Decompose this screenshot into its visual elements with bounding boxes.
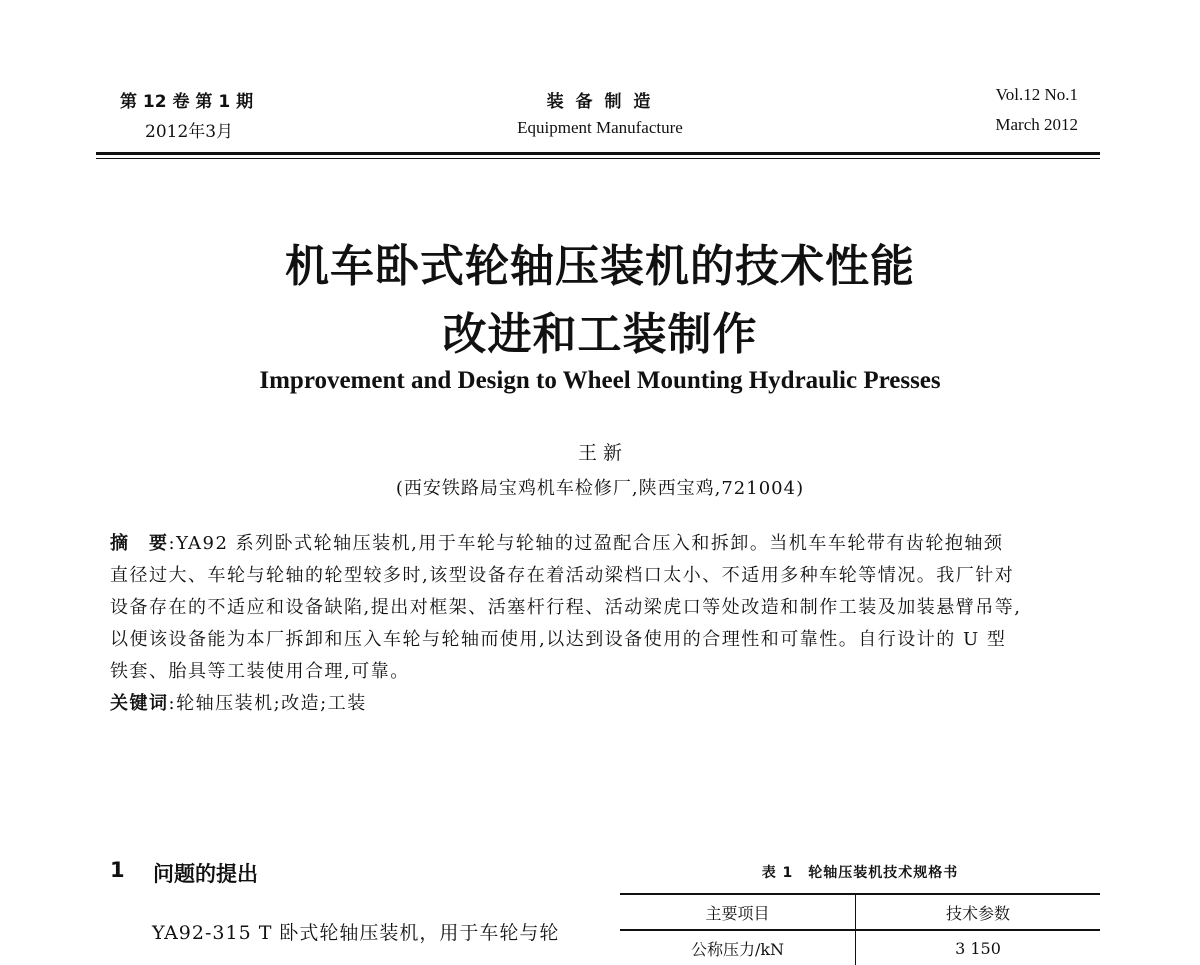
header-rule-thin — [96, 158, 1100, 159]
table-header-cell: 主要项目 — [705, 903, 770, 923]
journal-date-en: March 2012 — [995, 115, 1078, 134]
title-en: Improvement and Design to Wheel Mounting Hydraulic Presses — [259, 367, 941, 394]
abstract-line: 直径过大、车轮与轮轴的轮型较多时,该型设备存在着活动梁档口太小、不适用多种车轮等情况。我厂针对 — [110, 565, 1015, 586]
abstract — [110, 528, 1100, 720]
abstract-line: :YA92 系列卧式轮轴压装机,用于车轮与轮轴的过盈配合压入和拆卸。当机车车轮带有齿轮抱轴颈 — [168, 533, 1004, 554]
title-zh-line1: 机车卧式轮轴压装机的技术性能 — [285, 241, 915, 292]
section-number: 1 — [110, 858, 125, 882]
table-row — [620, 930, 1100, 965]
abstract-line: 以便该设备能为本厂拆卸和压入车轮与轮轴而使用,以达到设备使用的合理性和可靠性。自行设计的 U 型 — [110, 629, 1007, 650]
header-rule-thick — [96, 152, 1100, 155]
journal-name-zh: 装 备 制 造 — [546, 92, 654, 112]
table-header-cell: 技术参数 — [856, 895, 1101, 930]
keywords-label: 关键词 — [110, 693, 169, 714]
section-title: 问题的提出 — [153, 862, 258, 886]
journal-volume: 第 12 卷 第 1 期 — [120, 92, 254, 112]
author-affiliation: (西安铁路局宝鸡机车检修厂,陕西宝鸡,721004) — [395, 478, 805, 499]
author-name: 王 新 — [577, 442, 623, 464]
keywords-text: :轮轴压装机;改造;工装 — [168, 693, 367, 714]
abstract-label: 摘 要 — [110, 533, 169, 554]
spec-table — [620, 895, 1100, 965]
title-zh-line2: 改进和工装制作 — [442, 309, 758, 360]
table-cell: 3 150 — [856, 930, 1101, 965]
abstract-line: 铁套、胎具等工装使用合理,可靠。 — [110, 661, 410, 682]
section-paragraph: YA92-315 T 卧式轮轴压装机，用于车轮与轮 — [152, 922, 560, 944]
table-cell: 公称压力/kN — [690, 939, 785, 959]
table-header-row — [620, 895, 1100, 930]
journal-name-en: Equipment Manufacture — [517, 118, 683, 137]
table-caption: 表 1 轮轴压装机技术规格书 — [761, 865, 959, 881]
abstract-line: 设备存在的不适应和设备缺陷,提出对框架、活塞杆行程、活动梁虎口等处改造和制作工装及加装悬臂吊等, — [110, 597, 1022, 618]
journal-volume-en: Vol.12 No.1 — [995, 85, 1078, 104]
journal-date: 2012年3月 — [145, 122, 234, 142]
